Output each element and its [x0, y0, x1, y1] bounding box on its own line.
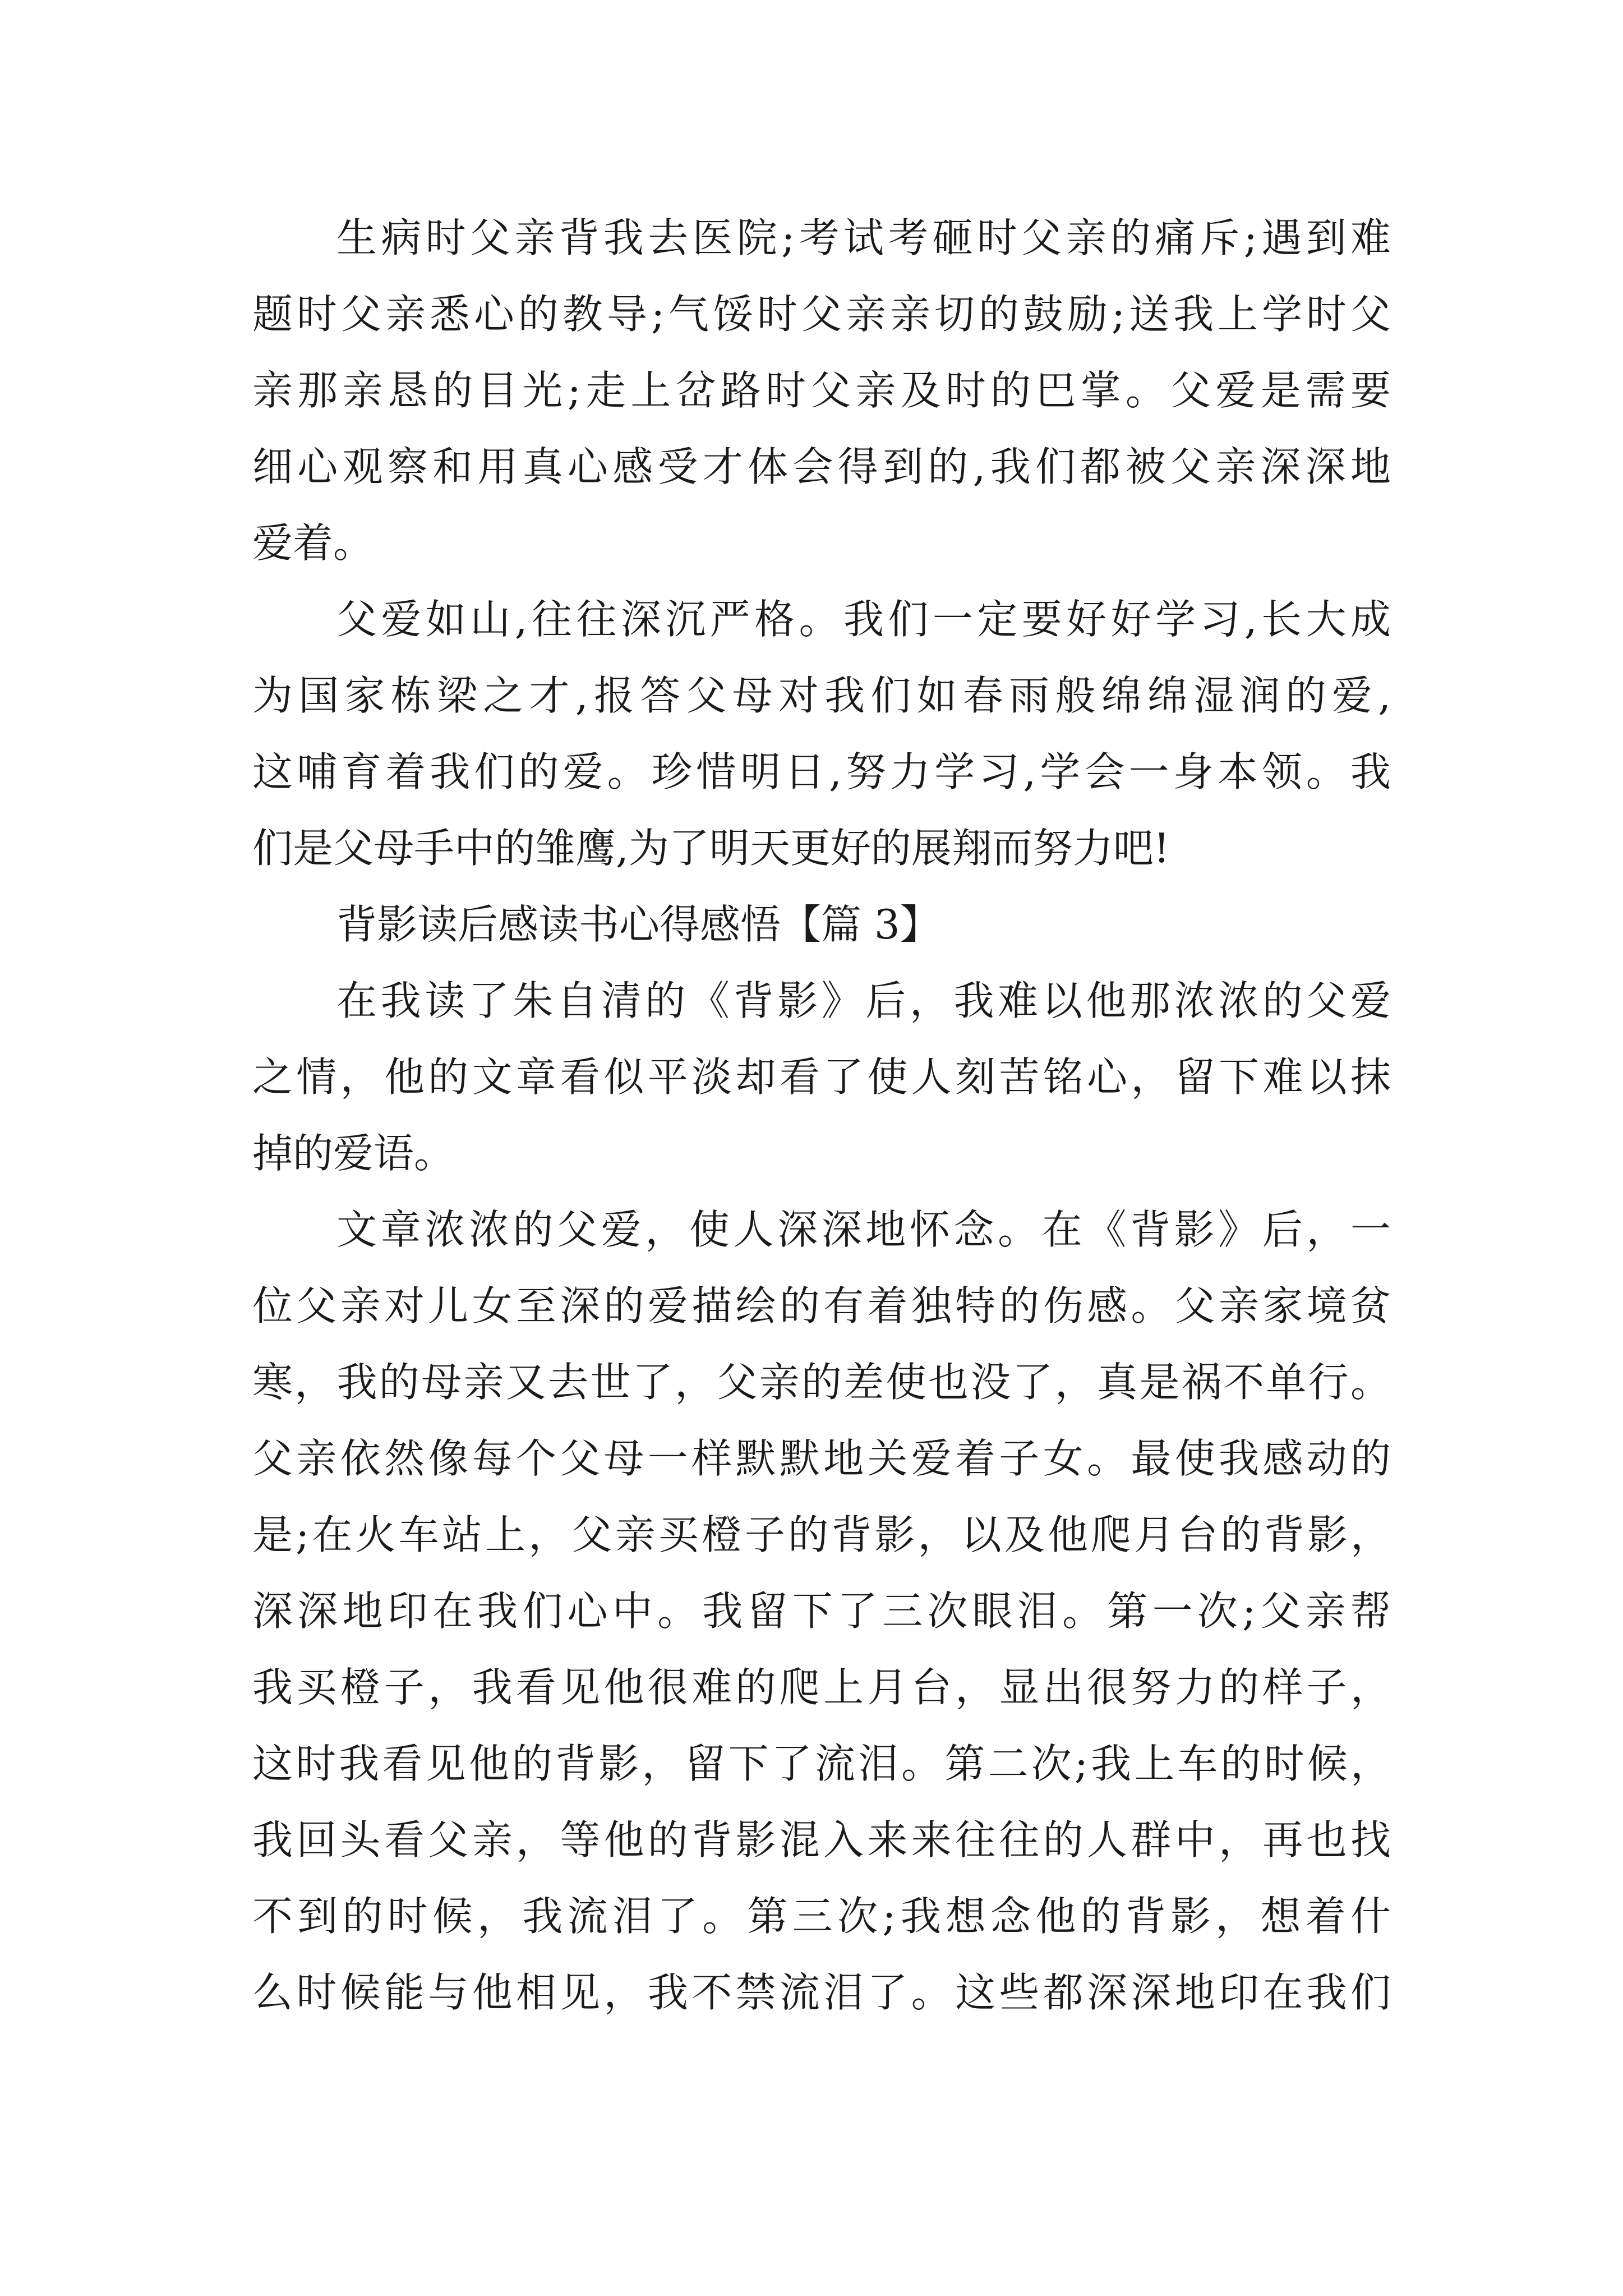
paragraph-line: 文章浓浓的父爱，使人深深地怀念。在《背影》后，一: [336, 1206, 1391, 1253]
paragraph-line: 掉的爱语。: [252, 1130, 455, 1177]
paragraph-line: 之情，他的文章看似平淡却看了使人刻苦铭心，留下难以抹: [252, 1053, 1391, 1101]
paragraph-line: 题时父亲悉心的教导;气馁时父亲亲切的鼓励;送我上学时父: [252, 291, 1391, 338]
paragraph-line: 这哺育着我们的爱。珍惜明日,努力学习,学会一身本领。我: [252, 748, 1391, 795]
paragraph-line: 们是父母手中的雏鹰,为了明天更好的展翔而努力吧!: [252, 825, 1170, 872]
paragraph-line: 在我读了朱自清的《背影》后，我难以他那浓浓的父爱: [336, 977, 1391, 1024]
section-heading-text: 背影读后感读书心得感悟【篇 3】: [336, 901, 940, 948]
paragraph-3: [252, 963, 1391, 1191]
paragraph-line: 是;在火车站上，父亲买橙子的背影，以及他爬月台的背影，: [252, 1511, 1391, 1558]
paragraph-4: [252, 1191, 1391, 2031]
paragraph-line: 不到的时候，我流泪了。第三次;我想念他的背影，想着什: [252, 1893, 1391, 1940]
paragraph-line: 生病时父亲背我去医院;考试考砸时父亲的痛斥;遇到难: [336, 214, 1391, 261]
section-heading: [252, 886, 1391, 963]
paragraph-line: 我回头看父亲，等他的背影混入来来往往的人群中，再也找: [252, 1816, 1391, 1864]
paragraph-line: 深深地印在我们心中。我留下了三次眼泪。第一次;父亲帮: [252, 1588, 1391, 1635]
paragraph-line: 这时我看见他的背影，留下了流泪。第二次;我上车的时候，: [252, 1740, 1391, 1787]
paragraph-line: 位父亲对儿女至深的爱描绘的有着独特的伤感。父亲家境贫: [252, 1282, 1391, 1329]
paragraph-line: 亲那亲恳的目光;走上岔路时父亲及时的巴掌。父爱是需要: [252, 367, 1391, 414]
paragraph-line: 父爱如山,往往深沉严格。我们一定要好好学习,长大成: [336, 596, 1391, 643]
paragraph-1: [252, 200, 1391, 581]
paragraph-line: 我买橙子，我看见他很难的爬上月台，显出很努力的样子，: [252, 1664, 1391, 1711]
paragraph-line: 么时候能与他相见，我不禁流泪了。这些都深深地印在我们: [252, 1969, 1391, 2016]
paragraph-line: 细心观察和用真心感受才体会得到的,我们都被父亲深深地: [252, 443, 1391, 490]
document-body: [252, 200, 1391, 2031]
paragraph-line: 父亲依然像每个父母一样默默地关爱着子女。最使我感动的: [252, 1435, 1391, 1482]
paragraph-2: [252, 581, 1391, 886]
paragraph-line: 爱着。: [252, 519, 374, 567]
paragraph-line: 为国家栋梁之才,报答父母对我们如春雨般绵绵湿润的爱,: [252, 672, 1391, 719]
paragraph-line: 寒，我的母亲又去世了，父亲的差使也没了，真是祸不单行。: [252, 1359, 1391, 1406]
